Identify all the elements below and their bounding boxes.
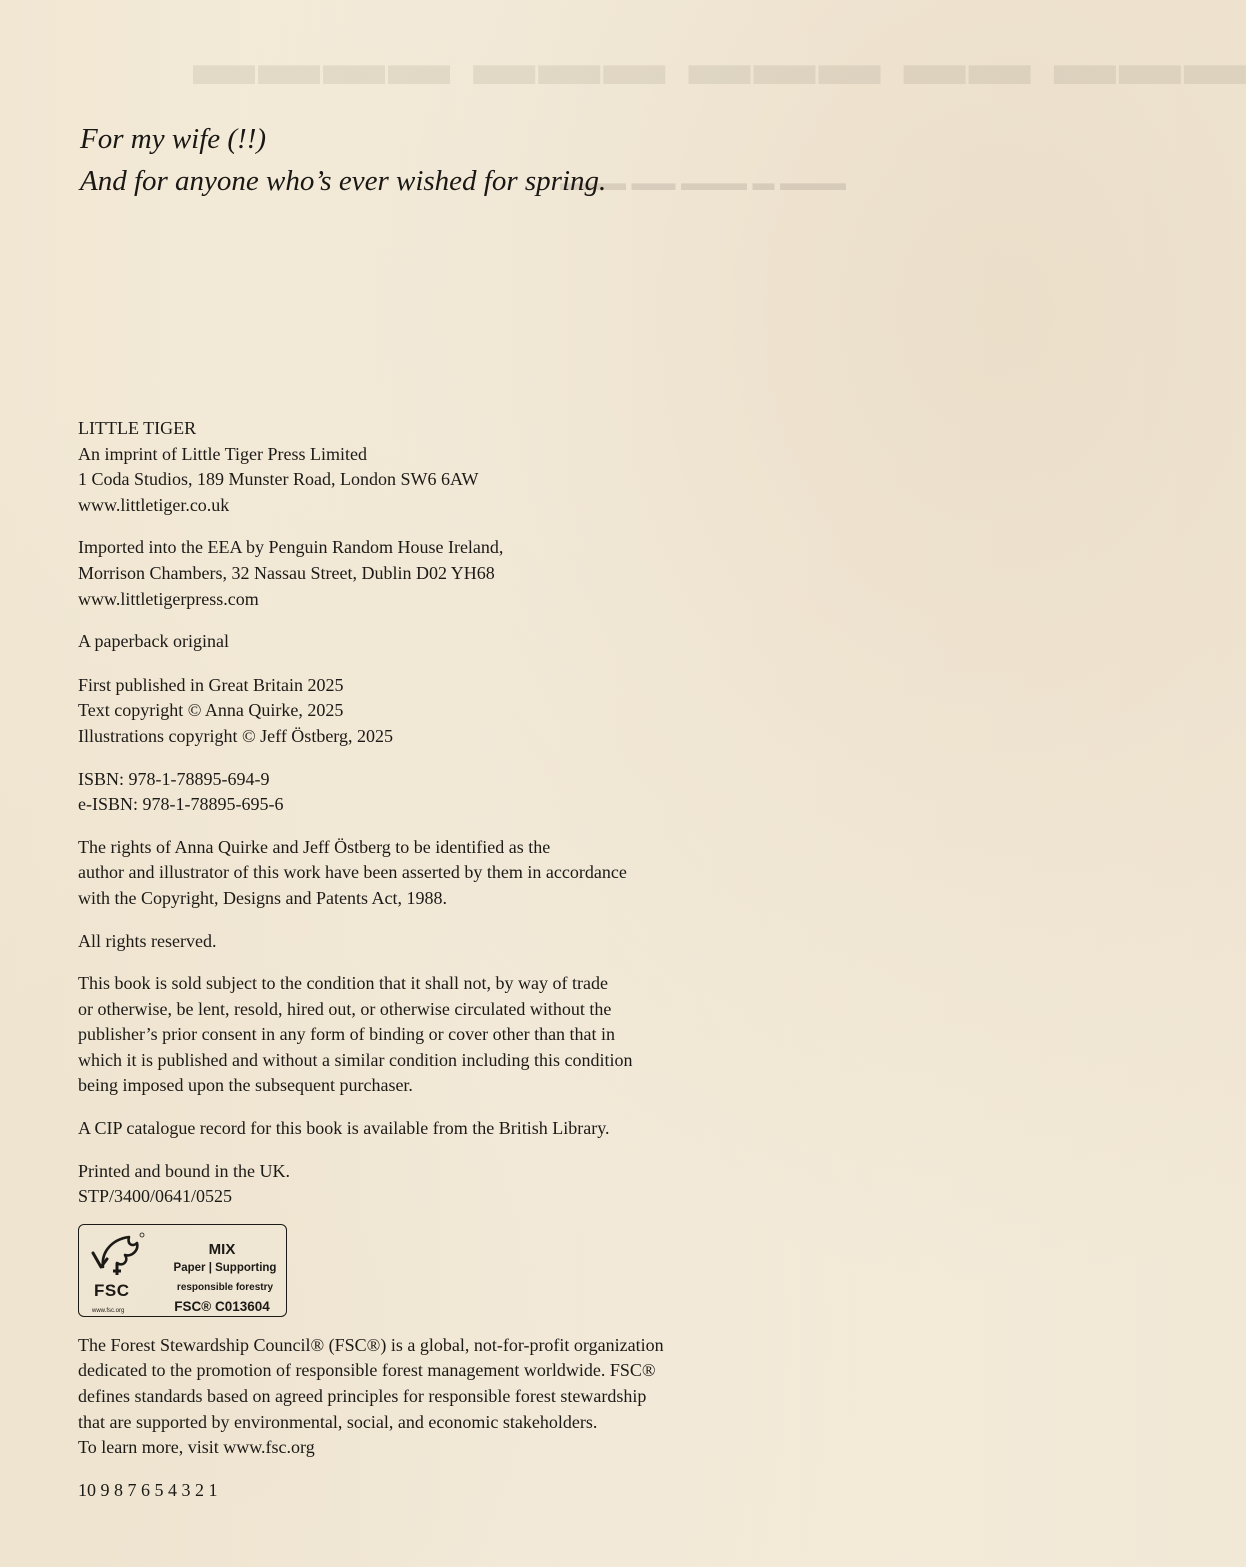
cip-record — [78, 1116, 778, 1142]
fsc-paper-line-2: responsible forestry — [176, 1281, 274, 1293]
fsc-mix-label: MIX — [208, 1240, 236, 1258]
publisher-imprint: An imprint of Little Tiger Press Limited — [78, 443, 367, 464]
show-through-heading: ▬▬▬ ▬▬ ▬▬▬ ▬▬▬ ▬▬▬▬ — [190, 29, 1246, 98]
condition-line-2: or otherwise, be lent, resold, hired out, or otherwise circulated without the — [78, 998, 612, 1019]
fsc-note-line-2: dedicated to the promotion of responsible forest management worldwide. FSC® — [78, 1360, 656, 1381]
publication-info — [78, 673, 778, 750]
printed-in: Printed and bound in the UK. — [78, 1160, 290, 1181]
import-line-1: Imported into the EEA by Penguin Random House Ireland, — [78, 537, 504, 558]
edition-info — [78, 629, 778, 655]
dedication-line-1: For my wife (!!) — [80, 123, 267, 155]
isbn-print: ISBN: 978-1-78895-694-9 — [78, 768, 270, 789]
import-website: www.littletigerpress.com — [78, 588, 259, 609]
moral-rights — [78, 835, 778, 912]
show-through-lines: ▬▬▬ ▬ ▬▬▬ ▬▬ ▬▬▬ — [560, 170, 846, 195]
fsc-paper-line-1: Paper | Supporting — [173, 1261, 277, 1274]
import-info — [78, 535, 778, 612]
isbn-info — [78, 767, 778, 818]
imprint-block — [78, 416, 778, 1503]
edition-text: A paperback original — [78, 631, 229, 652]
printer-code: STP/3400/0641/0525 — [78, 1186, 233, 1207]
isbn-ebook: e-ISBN: 978-1-78895-695-6 — [78, 794, 284, 815]
condition-line-3: publisher’s prior consent in any form of binding or cover other than that in — [78, 1024, 616, 1045]
printing-info — [78, 1159, 778, 1210]
rights-line-2: author and illustrator of this work have been asserted by them in accordance — [78, 862, 627, 883]
first-published: First published in Great Britain 2025 — [78, 674, 344, 695]
fsc-letters: FSC — [94, 1280, 130, 1300]
condition-line-4: which it is published and without a similar condition including this condition — [78, 1049, 633, 1070]
print-line — [78, 1478, 778, 1504]
fsc-note — [78, 1333, 778, 1461]
fsc-note-line-4: that are supported by environmental, social, and economic stakeholders. — [78, 1411, 598, 1432]
publisher-address: 1 Coda Studios, 189 Munster Road, London SW6 6AW — [78, 469, 479, 490]
publisher-name: LITTLE TIGER — [78, 418, 197, 438]
cip-text: A CIP catalogue record for this book is available from the British Library. — [78, 1118, 610, 1139]
fsc-note-line-1: The Forest Stewardship Council® (FSC®) is a global, not-for-profit organization — [78, 1334, 664, 1355]
publisher-info — [78, 416, 778, 518]
fsc-logo — [78, 1224, 287, 1317]
condition-line-5: being imposed upon the subsequent purchaser. — [78, 1075, 413, 1096]
fsc-license-code: FSC® C013604 — [174, 1298, 270, 1314]
all-rights-text: All rights reserved. — [78, 930, 217, 951]
publisher-website: www.littletiger.co.uk — [78, 494, 230, 515]
fsc-note-line-5: To learn more, visit www.fsc.org — [78, 1437, 315, 1458]
sale-condition — [78, 971, 778, 1099]
print-line-numbers: 10 9 8 7 6 5 4 3 2 1 — [78, 1479, 218, 1500]
dedication-line-2: And for anyone who’s ever wished for spring. — [80, 165, 607, 197]
import-line-2: Morrison Chambers, 32 Nassau Street, Dublin D02 YH68 — [78, 562, 495, 583]
rights-line-3: with the Copyright, Designs and Patents Act, 1988. — [78, 887, 447, 908]
fsc-note-line-3: defines standards based on agreed principles for responsible forest stewardship — [78, 1386, 647, 1407]
text-copyright: Text copyright © Anna Quirke, 2025 — [78, 700, 344, 721]
rights-line-1: The rights of Anna Quirke and Jeff Östberg to be identified as the — [78, 836, 551, 857]
illustrations-copyright: Illustrations copyright © Jeff Östberg, 2025 — [78, 725, 393, 746]
condition-line-1: This book is sold subject to the condition that it shall not, by way of trade — [78, 973, 608, 994]
all-rights — [78, 929, 778, 955]
fsc-web: www.fsc.org — [92, 1307, 125, 1314]
dedication — [80, 118, 606, 202]
